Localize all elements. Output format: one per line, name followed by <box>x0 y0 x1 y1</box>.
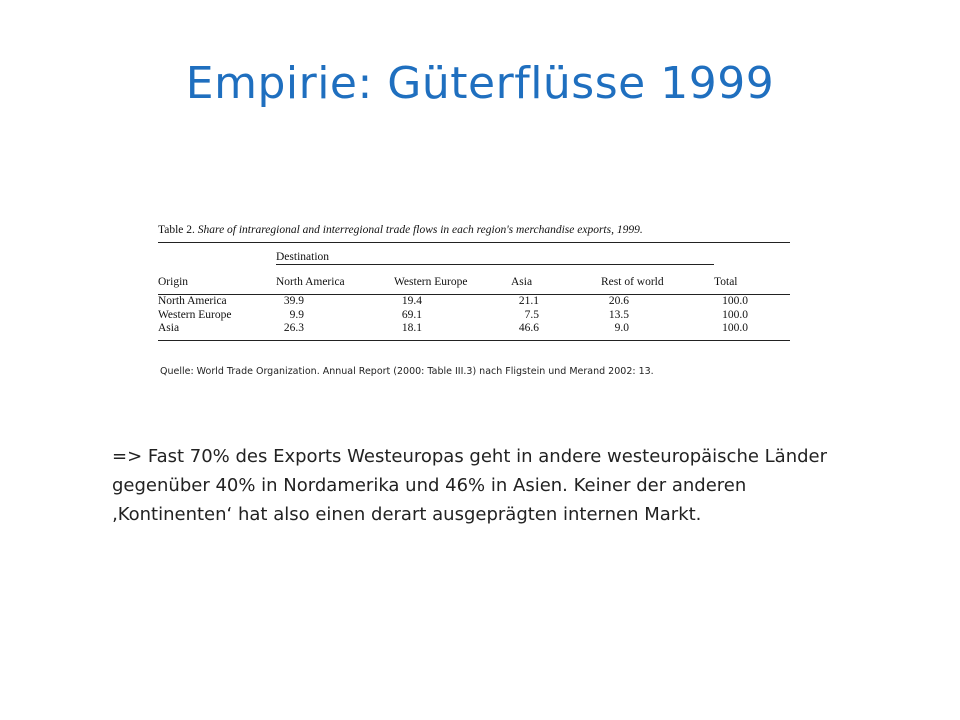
table-cell: 100.0 <box>722 322 749 334</box>
table-cell: 46.6 <box>518 322 539 334</box>
row-origin: North America <box>158 295 227 307</box>
source-note: Quelle: World Trade Organization. Annual Report (2000: Table III.3) nach Fligstein und Merand 2002: 13. <box>160 366 654 377</box>
body-text <box>112 442 882 529</box>
row-origin: Asia <box>158 322 180 334</box>
table-bottom-rule <box>158 340 790 341</box>
table-caption-label: Table 2. <box>158 224 195 236</box>
destination-header: Destination <box>276 250 714 265</box>
destination-header-cell <box>276 243 714 265</box>
table-row <box>158 295 790 309</box>
trade-table <box>158 243 790 336</box>
table-cell: 18.1 <box>401 322 422 334</box>
body-line: ‚Kontinenten‘ hat also einen derart ausgeprägten internen Markt. <box>112 504 702 525</box>
trade-table-figure <box>158 224 790 341</box>
table-header-row <box>158 265 790 289</box>
table-row <box>158 309 790 323</box>
table-cell: 26.3 <box>283 322 304 334</box>
column-header: Western Europe <box>394 276 468 288</box>
table-cell: 69.1 <box>401 308 422 321</box>
table-cell: 7.5 <box>524 308 539 321</box>
table-cell: 39.9 <box>283 295 304 307</box>
table-cell: 13.5 <box>608 308 629 321</box>
column-header: North America <box>276 276 345 288</box>
body-line: => Fast 70% des Exports Westeuropas geht in andere westeuropäische Länder <box>112 446 828 467</box>
table-cell: 100.0 <box>722 295 749 307</box>
column-header: Rest of world <box>601 276 664 288</box>
row-origin: Western Europe <box>158 308 232 321</box>
table-cell: 20.6 <box>608 295 629 307</box>
table-cell: 19.4 <box>401 295 422 307</box>
slide-title: Empirie: Güterflüsse 1999 <box>185 58 775 109</box>
table-caption-text: Share of intraregional and interregional trade flows in each region's merchandise exports, 1999. <box>197 224 643 236</box>
body-line: gegenüber 40% in Nordamerika und 46% in Asien. Keiner der anderen <box>112 475 747 496</box>
table-cell: 9.0 <box>614 322 629 334</box>
table-caption <box>158 224 790 236</box>
column-header: Asia <box>511 276 533 288</box>
column-header: Origin <box>158 276 189 288</box>
table-cell: 100.0 <box>722 308 749 321</box>
table-row <box>158 322 790 336</box>
table-destination-row <box>158 243 790 265</box>
table-cell: 9.9 <box>289 308 304 321</box>
table-cell: 21.1 <box>518 295 539 307</box>
column-header: Total <box>714 276 738 288</box>
